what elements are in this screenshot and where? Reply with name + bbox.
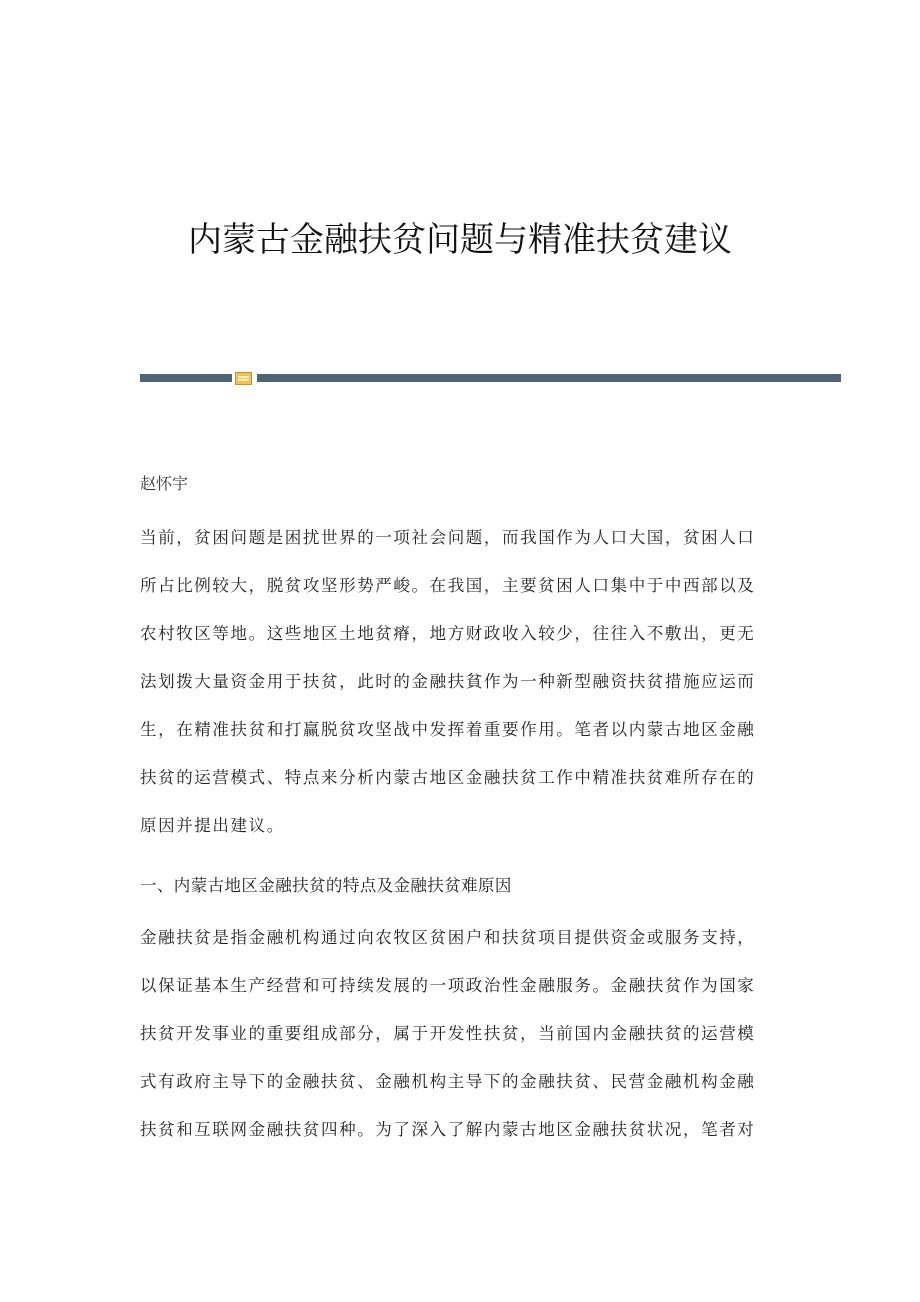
text-line: 扶贫和互联网金融扶贫四种。为了深入了解内蒙古地区金融扶贫状况，笔者对 (140, 1120, 756, 1139)
text-line: 扶贫开发事业的重要组成部分，属于开发性扶贫，当前国内金融扶贫的运营模 (140, 1024, 756, 1043)
title-divider-left (140, 374, 232, 382)
text-line: 生，在精准扶贫和打赢脱贫攻坚战中发挥着重要作用。笔者以内蒙古地区金融 (140, 720, 756, 739)
text-line: 农村牧区等地。这些地区土地贫瘠，地方财政收入较少，往往入不敷出，更无 (140, 624, 756, 643)
text-line: 所占比例较大，脱贫攻坚形势严峻。在我国，主要贫困人口集中于中西部以及 (140, 576, 756, 595)
section-paragraph (140, 914, 780, 1154)
text-line: 原因并提出建议。 (140, 816, 285, 835)
intro-paragraph (140, 514, 780, 850)
section-heading: 一、内蒙古地区金融扶贫的特点及金融扶贫难原因 (140, 876, 512, 895)
envelope-icon (235, 372, 252, 385)
text-line: 金融扶贫是指金融机构通过向农牧区贫困户和扶贫项目提供资金或服务支持， (140, 928, 756, 947)
title-divider-right (257, 374, 841, 382)
text-line: 以保证基本生产经营和可持续发展的一项政治性金融服务。金融扶贫作为国家 (140, 976, 756, 995)
author-name: 赵怀宇 (140, 474, 189, 493)
text-line: 式有政府主导下的金融扶贫、金融机构主导下的金融扶贫、民营金融机构金融 (140, 1072, 756, 1091)
text-line: 扶贫的运营模式、特点来分析内蒙古地区金融扶贫工作中精准扶贫难所存在的 (140, 768, 756, 787)
document-title: 内蒙古金融扶贫问题与精准扶贫建议 (188, 220, 732, 260)
text-line: 当前，贫困问题是困扰世界的一项社会问题，而我国作为人口大国，贫困人口 (140, 528, 756, 547)
text-line: 法划拨大量资金用于扶贫，此时的金融扶貧作为一种新型融资扶贫措施应运而 (140, 672, 756, 691)
